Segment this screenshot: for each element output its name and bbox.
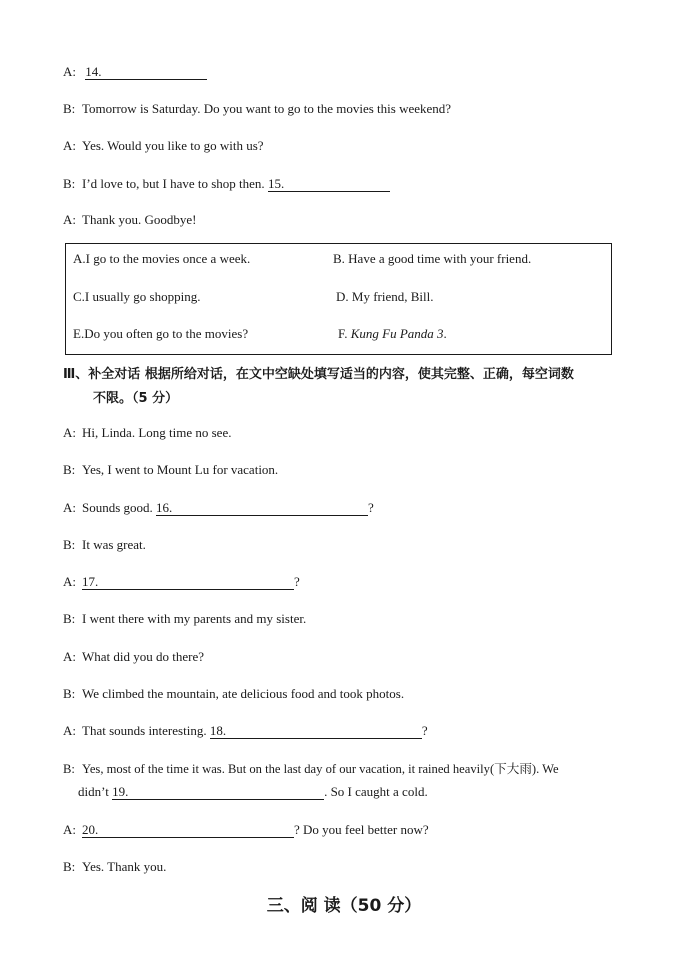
option-f-prefix: F. (338, 326, 348, 341)
line-text: Yes, most of the time it was. But on the last day of our vacation, it rained heavily(下大雨). We (82, 762, 559, 776)
line-text: Tomorrow is Saturday. Do you want to go to the movies this weekend? (82, 101, 452, 116)
dialog-line-a-14 (63, 64, 207, 80)
speaker-label: A: (63, 138, 76, 153)
dialog2-line-4 (63, 537, 146, 553)
dialog-line-a-2 (63, 138, 264, 154)
answer-blank-17[interactable] (82, 575, 294, 590)
speaker-label: A: (63, 500, 76, 515)
section-heading (63, 363, 633, 411)
dialog-line-b-1 (63, 101, 451, 117)
speaker-label: B: (63, 859, 76, 874)
speaker-label: B: (63, 176, 76, 191)
blank-number: 18. (209, 723, 227, 738)
speaker-label: A: (63, 64, 76, 79)
line-punct: ? (421, 723, 428, 738)
answer-blank-20[interactable] (82, 823, 294, 838)
line-text: It was great. (82, 537, 146, 552)
blank-number: 14. (85, 64, 102, 79)
blank-number: 19. (112, 784, 129, 799)
speaker-label: A: (63, 822, 76, 837)
dialog2-line-10 (63, 761, 559, 777)
line-text: I went there with my parents and my sister. (82, 611, 307, 626)
speaker-label: B: (63, 101, 76, 116)
answer-blank-19[interactable] (112, 785, 324, 800)
option-e: E.Do you often go to the movies? (73, 326, 249, 341)
speaker-label: B: (63, 611, 76, 626)
blank-number: 16. (156, 500, 173, 515)
line-text: Hi, Linda. Long time no see. (82, 425, 232, 440)
line-text: Thank you. Goodbye! (82, 212, 197, 227)
dialog2-line-7 (63, 649, 204, 665)
section-instruction-line1: Ⅲ、补全对话 根据所给对话，在文中空缺处填写适当的内容，使其完整、正确，每空词数 (63, 367, 574, 382)
speaker-label: A: (63, 425, 76, 440)
speaker-label: A: (63, 212, 76, 227)
dialog2-line-20 (63, 822, 429, 838)
blank-number: 15. (267, 176, 285, 191)
section-instruction-line2: 不限。（5 分） (93, 391, 179, 406)
line-text: Sounds good. (82, 500, 153, 515)
option-c: C.I usually go shopping. (73, 289, 201, 304)
option-f-suffix: . (443, 326, 447, 341)
line-text: I’d love to, but I have to shop then. (82, 176, 265, 191)
line-text: We climbed the mountain, ate delicious food and took photos. (82, 686, 405, 701)
line-text-after: ? Do you feel better now? (294, 822, 429, 837)
speaker-label: B: (63, 686, 76, 701)
answer-blank-15[interactable] (268, 177, 390, 192)
answer-blank-16[interactable] (156, 501, 368, 516)
option-f-title: Kung Fu Panda 3 (350, 326, 444, 341)
line-text: Yes, I went to Mount Lu for vacation. (82, 462, 279, 477)
dialog2-line-2 (63, 462, 278, 478)
dialog2-line-6 (63, 611, 306, 627)
line-punct: ? (368, 500, 374, 515)
line-text: What did you do there? (82, 649, 205, 664)
speaker-label: A: (63, 649, 76, 664)
dialog2-line-12 (63, 859, 166, 875)
options-box (65, 243, 612, 355)
line-text-after: . So I caught a cold. (324, 784, 428, 799)
answer-blank-14[interactable] (85, 65, 207, 80)
speaker-label: A: (63, 723, 76, 738)
dialog-line-a-3 (63, 212, 196, 228)
dialog2-line-8 (63, 686, 404, 702)
option-b: B. Have a good time with your friend. (333, 251, 532, 266)
speaker-label: A: (63, 574, 76, 589)
dialog2-line-19 (78, 784, 428, 800)
answer-blank-18[interactable] (210, 724, 422, 739)
speaker-label: B: (63, 462, 76, 477)
option-a: A.I go to the movies once a week. (73, 251, 251, 266)
option-d: D. My friend, Bill. (336, 289, 434, 304)
dialog2-line-18 (63, 723, 428, 739)
speaker-label: B: (63, 762, 75, 776)
line-text: That sounds interesting. (82, 723, 207, 738)
blank-number: 20. (82, 822, 99, 837)
blank-number: 17. (82, 574, 99, 589)
option-f (338, 326, 447, 342)
dialog-line-b-15 (63, 176, 390, 192)
line-text: Yes. Would you like to go with us? (82, 138, 264, 153)
line-text: Yes. Thank you. (82, 859, 167, 874)
line-punct: ? (294, 574, 300, 589)
line-text: didn’t (78, 784, 109, 799)
speaker-label: B: (63, 537, 76, 552)
reading-section-title: 三、阅 读（50 分） (266, 896, 422, 916)
dialog2-line-1 (63, 425, 231, 441)
dialog2-line-16 (63, 500, 374, 516)
dialog2-line-17 (63, 574, 300, 590)
